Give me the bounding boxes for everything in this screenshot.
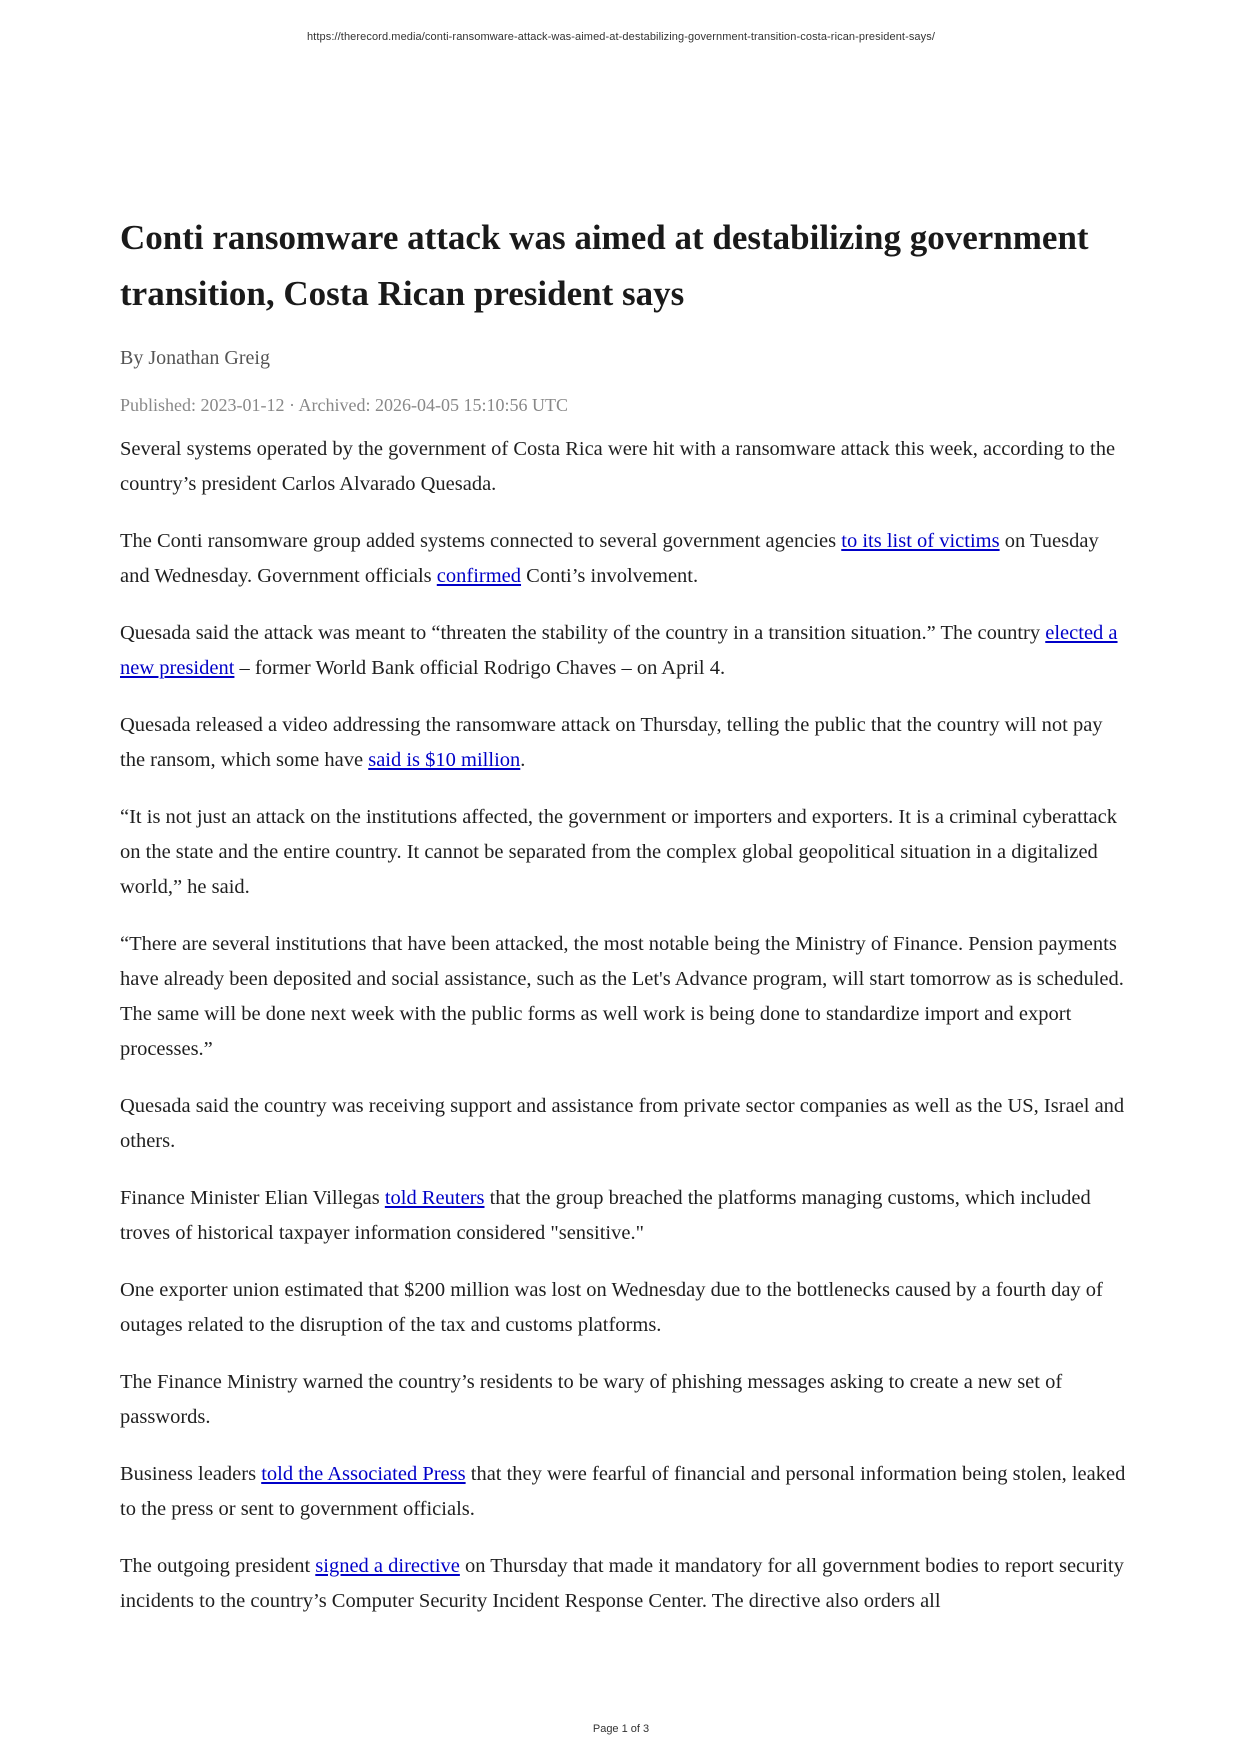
paragraph-text: Conti’s involvement.	[521, 565, 699, 587]
paragraph-text: The Conti ransomware group added systems connected to several government agencies	[120, 530, 842, 552]
paragraph	[120, 616, 1130, 686]
paragraph: “There are several institutions that have been attacked, the most notable being the Ministry of Finance. Pension payments have already been deposited and social assistance, such as the Let's Advance program, will start tomorrow as is scheduled. The same will be done next week with the public forms as well work is being done to standardize import and export processes.”	[120, 933, 1124, 1060]
paragraph-text: Quesada released a video addressing the ransomware attack on Thursday, telling the public that the country will not pay the ransom, which some have	[120, 714, 1103, 771]
page-number: Page 1 of 3	[592, 1723, 650, 1735]
page-url: https://therecord.media/conti-ransomware-attack-was-aimed-at-destabilizing-government-transition-costa-rican-president-says/	[306, 31, 936, 43]
paragraph	[120, 524, 1130, 594]
paragraph-text: that the group breached the platforms managing customs, which included troves of historical taxpayer information considered "sensitive."	[120, 1187, 1091, 1244]
article	[120, 210, 1130, 1641]
paragraph: Quesada said the country was receiving support and assistance from private sector companies as well as the US, Israel and others.	[120, 1095, 1125, 1152]
link-elected-new-president[interactable]: elected a new president	[120, 622, 1118, 679]
paragraph-text: .	[520, 749, 526, 771]
paragraph	[120, 1549, 1130, 1619]
link-said-is-10-million[interactable]: said is $10 million	[368, 749, 521, 771]
paragraph-text: The outgoing president	[120, 1555, 316, 1577]
paragraph-text: – former World Bank official Rodrigo Chaves – on April 4.	[234, 657, 726, 679]
paragraph-text: Quesada said the attack was meant to “threaten the stability of the country in a transition situation.” The country	[120, 622, 1046, 644]
paragraph: Several systems operated by the government of Costa Rica were hit with a ransomware attack this week, according to the country’s president Carlos Alvarado Quesada.	[120, 438, 1116, 495]
paragraph	[120, 1181, 1130, 1251]
byline: By Jonathan Greig	[120, 347, 270, 369]
link-confirmed[interactable]: confirmed	[436, 565, 522, 587]
link-told-associated-press[interactable]: told the Associated Press	[261, 1463, 466, 1485]
paragraph: One exporter union estimated that $200 million was lost on Wednesday due to the bottlenecks caused by a fourth day of outages related to the disruption of the tax and customs platforms.	[120, 1279, 1103, 1336]
paragraph: The Finance Ministry warned the country’s residents to be wary of phishing messages asking to create a new set of passwords.	[120, 1371, 1063, 1428]
article-body	[120, 432, 1130, 1619]
link-signed-a-directive[interactable]: signed a directive	[315, 1555, 460, 1577]
publish-meta: Published: 2023-01-12 · Archived: 2026-04-05 15:10:56 UTC	[120, 395, 568, 415]
paragraph	[120, 1457, 1130, 1527]
link-told-reuters[interactable]: told Reuters	[384, 1187, 485, 1209]
paragraph-text: Finance Minister Elian Villegas	[120, 1187, 385, 1209]
paragraph-text: that they were fearful of financial and personal information being stolen, leaked to the press or sent to government officials.	[120, 1463, 1126, 1520]
paragraph-text: on Tuesday and Wednesday. Government officials	[120, 530, 1099, 587]
article-title: Conti ransomware attack was aimed at destabilizing government transition, Costa Rican president says	[120, 218, 1089, 313]
paragraph	[120, 708, 1130, 778]
paragraph-text: Business leaders	[120, 1463, 262, 1485]
paragraph-text: on Thursday that made it mandatory for all government bodies to report security incidents to the country’s Computer Security Incident Response Center. The directive also orders all	[120, 1555, 1124, 1612]
link-list-of-victims[interactable]: to its list of victims	[841, 530, 1000, 552]
paragraph: “It is not just an attack on the institutions affected, the government or importers and exporters. It is a criminal cyberattack on the state and the entire country. It cannot be separated from the complex global geopolitical situation in a digitalized world,” he said.	[120, 806, 1117, 898]
